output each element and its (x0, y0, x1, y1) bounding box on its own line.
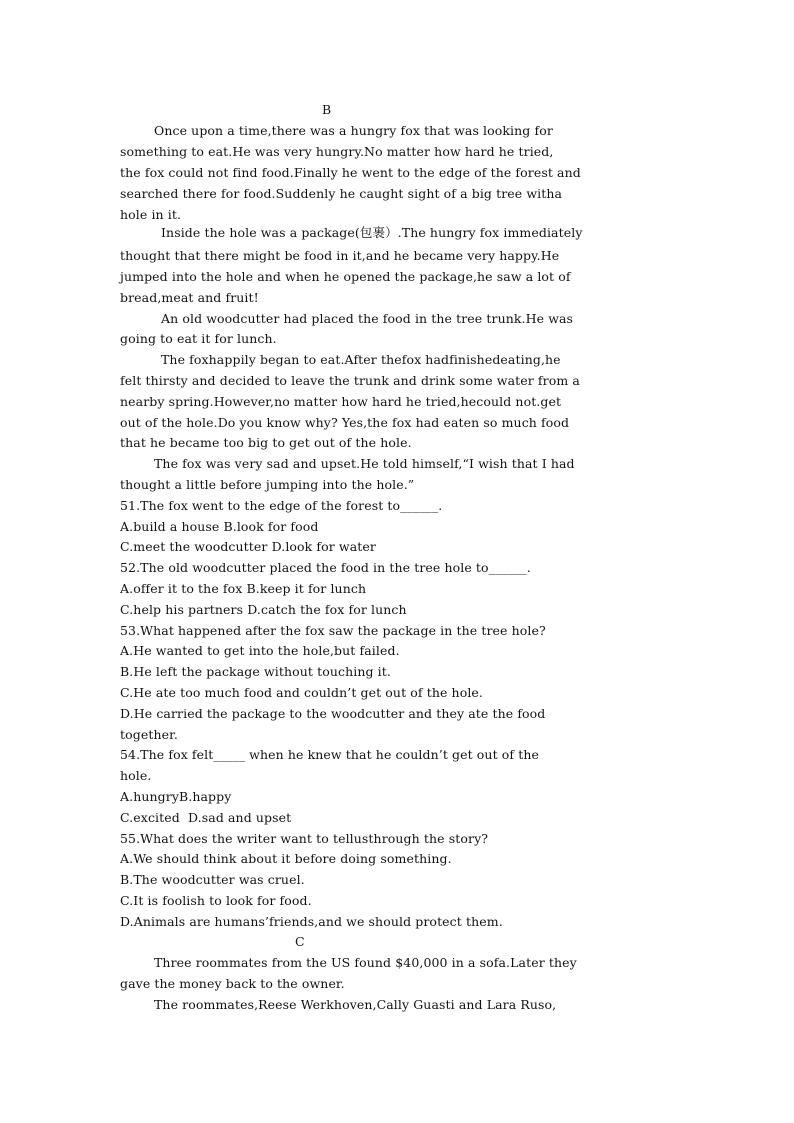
section-c-heading: C (295, 934, 305, 949)
question-line: 54.The fox felt_____ when he knew that he couldn’t get out of the (120, 747, 539, 762)
passage-line: The foxhappily began to eat.After thefox hadfinishedeating,he (161, 352, 561, 367)
option-line: D.He carried the package to the woodcutter and they ate the food (120, 706, 546, 721)
option-line: A.He wanted to get into the hole,but failed. (120, 643, 400, 658)
question-line: hole. (120, 768, 152, 783)
passage-line: searched there for food.Suddenly he caught sight of a big tree witha (120, 186, 563, 201)
passage-line: bread,meat and fruit! (120, 290, 259, 305)
passage-line: hole in it. (120, 207, 182, 222)
question-line: 52.The old woodcutter placed the food in the tree hole to______. (120, 560, 531, 575)
option-line: B.He left the package without touching it. (120, 664, 391, 679)
option-line: A.We should think about it before doing something. (120, 851, 452, 866)
option-line: C.meet the woodcutter D.look for water (120, 539, 376, 554)
passage-line: nearby spring.However,no matter how hard he tried,hecould not.get (120, 394, 562, 409)
passage-line: thought a little before jumping into the hole.” (120, 477, 415, 492)
passage-line: the fox could not find food.Finally he went to the edge of the forest and (120, 165, 581, 180)
passage-line: that he became too big to get out of the hole. (120, 435, 412, 450)
option-line: C.He ate too much food and couldn’t get out of the hole. (120, 685, 483, 700)
passage-line: Three roommates from the US found $40,000 in a sofa.Later they (154, 955, 577, 970)
passage-line: gave the money back to the owner. (120, 976, 345, 991)
passage-line: The roommates,Reese Werkhoven,Cally Guasti and Lara Ruso, (154, 997, 557, 1012)
passage-line: Inside the hole was a package(包裹）.The hungry fox immediately (161, 225, 583, 240)
question-line: 55.What does the writer want to tellusthrough the story? (120, 831, 489, 846)
option-line: C.help his partners D.catch the fox for lunch (120, 602, 407, 617)
passage-line: The fox was very sad and upset.He told himself,“I wish that I had (154, 456, 575, 471)
passage-line: jumped into the hole and when he opened the package,he saw a lot of (120, 269, 571, 284)
option-line: A.hungryB.happy (120, 789, 232, 804)
passage-line: out of the hole.Do you know why? Yes,the fox had eaten so much food (120, 415, 570, 430)
passage-line: going to eat it for lunch. (120, 331, 277, 346)
option-line: B.The woodcutter was cruel. (120, 872, 305, 887)
option-line: D.Animals are humans’friends,and we should protect them. (120, 914, 503, 929)
option-line: together. (120, 727, 178, 742)
question-line: 53.What happened after the fox saw the package in the tree hole? (120, 623, 546, 638)
passage-line: Once upon a time,there was a hungry fox that was looking for (154, 123, 553, 138)
question-line: 51.The fox went to the edge of the forest to______. (120, 498, 443, 513)
passage-line: something to eat.He was very hungry.No matter how hard he tried, (120, 144, 554, 159)
passage-line: An old woodcutter had placed the food in the tree trunk.He was (161, 311, 574, 326)
option-line: A.build a house B.look for food (120, 519, 319, 534)
option-line: A.offer it to the fox B.keep it for lunch (120, 581, 367, 596)
passage-line: thought that there might be food in it,and he became very happy.He (120, 248, 560, 263)
passage-line: felt thirsty and decided to leave the trunk and drink some water from a (120, 373, 580, 388)
option-line: C.excited D.sad and upset (120, 810, 292, 825)
section-b-heading: B (322, 102, 332, 117)
option-line: C.It is foolish to look for food. (120, 893, 312, 908)
